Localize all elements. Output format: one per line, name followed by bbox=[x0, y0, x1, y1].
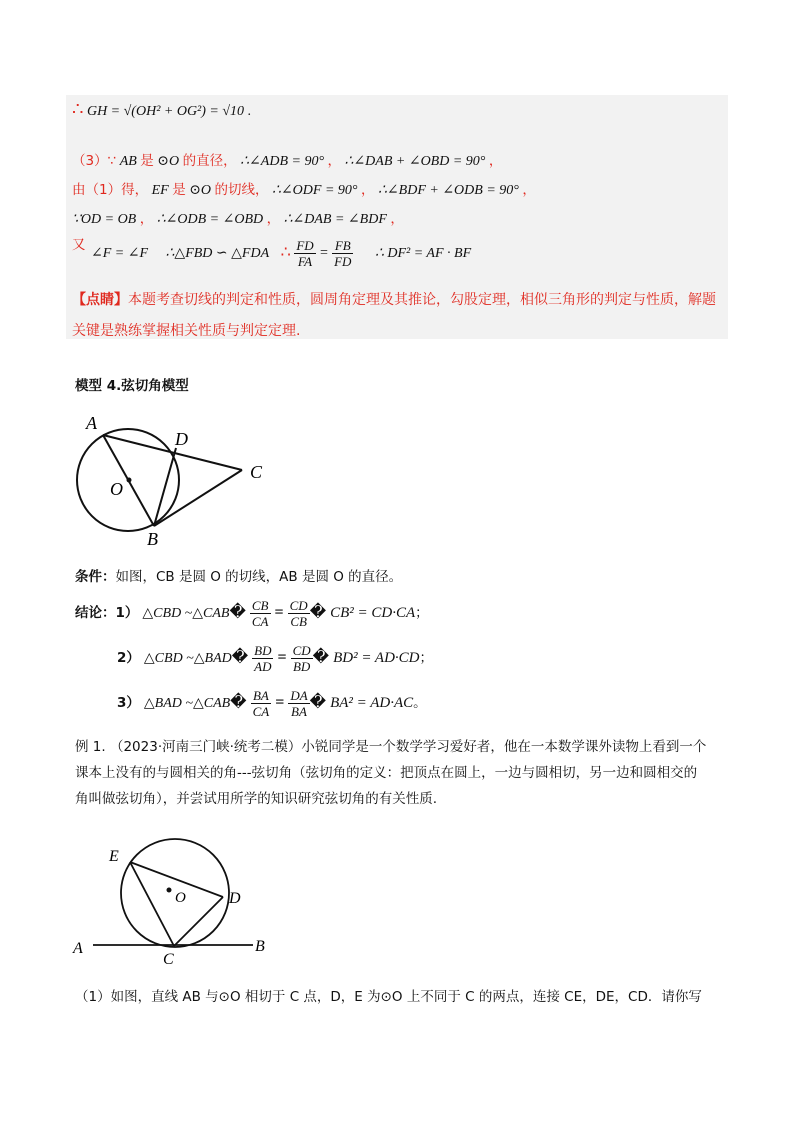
tangent-chord-figure bbox=[65, 835, 280, 970]
separator: ， bbox=[361, 182, 375, 198]
similarity: △BAD ~△CAB bbox=[143, 696, 231, 712]
example-line-2: 课本上没有的与圆相关的角---弦切角（弦切角的定义：把顶点在圆上，一边与圆相切，另一边和圆相交的 bbox=[75, 765, 698, 781]
separator-glyph: � bbox=[312, 649, 330, 667]
condition-label: 条件： bbox=[75, 569, 116, 585]
center-dot bbox=[127, 478, 132, 483]
label-a: A bbox=[73, 940, 83, 957]
example-paragraph bbox=[75, 734, 735, 812]
numerator: CB bbox=[251, 598, 269, 613]
example-line-1: 例 1. （2023·河南三门峡·统考二模）小锐同学是一个数学学习爱好者，他在一本数学课外读物上看到一个 bbox=[75, 739, 707, 755]
text-tangent: 的切线， bbox=[214, 182, 269, 198]
denominator: CA bbox=[252, 704, 270, 719]
conclusion-1: 结论：1） △CBD ~△CAB� $\frac{CB}{CA}$ = $\frac{CD}{CB}$ � CB² = CD·CA； bbox=[75, 598, 429, 629]
denominator: BD bbox=[292, 659, 311, 674]
denominator: CB bbox=[290, 614, 307, 629]
end-punct: ； bbox=[419, 650, 434, 667]
label-b: B bbox=[147, 529, 158, 549]
text-shi: 是 bbox=[172, 182, 186, 198]
denominator: CA bbox=[251, 614, 269, 629]
label-o: O bbox=[110, 479, 123, 499]
chord-tangent-figure bbox=[70, 405, 290, 550]
comment-label: 【点睛】 bbox=[72, 292, 128, 308]
similarity: △CBD ~△CAB bbox=[142, 606, 230, 622]
product: CB² = CD·CA bbox=[330, 605, 416, 622]
separator: ， bbox=[522, 182, 536, 198]
label-a: A bbox=[86, 413, 97, 433]
end-punct: 。 bbox=[413, 695, 427, 712]
comment-line1 bbox=[72, 289, 716, 309]
text-shi: 是 bbox=[140, 153, 154, 169]
center-dot bbox=[167, 888, 172, 893]
numerator: BD bbox=[254, 643, 272, 658]
separator-glyph: � bbox=[230, 694, 247, 712]
comment-text2: 关键是熟练掌握相关性质与判定定理. bbox=[72, 323, 301, 339]
separator: ， bbox=[139, 211, 154, 227]
separator: ， bbox=[488, 153, 503, 169]
line2 bbox=[72, 178, 536, 199]
condition-line bbox=[75, 565, 402, 585]
gh-line bbox=[72, 99, 251, 120]
therefore-symbol: ∴ bbox=[72, 99, 84, 119]
eq-odb-obd: ∴∠ODB = ∠OBD bbox=[156, 212, 264, 227]
text-you: 又 bbox=[72, 236, 86, 253]
eq-odf: ∴∠ODF = 90° bbox=[272, 183, 358, 198]
chord-ce bbox=[130, 862, 174, 946]
separator-glyph: � bbox=[309, 604, 327, 622]
line-ac bbox=[103, 435, 242, 470]
separator: ， bbox=[266, 211, 281, 227]
separator: ， bbox=[327, 153, 342, 169]
question-1: （1）如图，直线 AB 与⊙O 相切于 C 点，D，E 为⊙O 上不同于 C 的两点，连接 CE，DE，CD．请你写 bbox=[75, 989, 702, 1005]
numerator: FD bbox=[296, 238, 314, 253]
therefore-symbol: ∴ bbox=[280, 243, 291, 261]
fraction bbox=[252, 643, 273, 674]
part3-line bbox=[72, 149, 502, 170]
comment-text: 本题考查切线的判定和性质，圆周角定理及其推论，勾股定理，相似三角形的判定与性质，解题 bbox=[128, 292, 716, 308]
separator: ， bbox=[390, 211, 404, 227]
eq-dab-obd: ∴∠DAB + ∠OBD = 90° bbox=[344, 154, 486, 169]
product: BD² = AD·CD bbox=[333, 650, 420, 667]
ef-segment: EF bbox=[151, 183, 169, 198]
fraction bbox=[288, 688, 309, 719]
fraction-fb-fd bbox=[332, 238, 353, 269]
fraction bbox=[288, 598, 310, 629]
product: BA² = AD·AC bbox=[330, 695, 414, 712]
eq-adb: ∴∠ADB = 90° bbox=[240, 154, 325, 169]
eq-similar: ∴△FBD ∽ △FDA bbox=[165, 245, 270, 261]
numerator: CD bbox=[289, 598, 308, 613]
from-part1: 由（1）得， bbox=[72, 182, 149, 198]
gh-expression: GH = √(OH² + OG²) = √10 bbox=[86, 104, 245, 119]
eq-dab-bdf: ∴∠DAB = ∠BDF bbox=[283, 212, 387, 227]
fraction bbox=[250, 598, 271, 629]
circle-o: ⊙O bbox=[157, 154, 180, 169]
example-line-3: 角叫做弦切角），并尝试用所学的知识研究弦切角的有关性质. bbox=[75, 791, 438, 807]
label-d: D bbox=[175, 429, 188, 449]
label-o: O bbox=[175, 890, 186, 906]
label-d: D bbox=[229, 890, 241, 907]
comment-line2 bbox=[72, 320, 300, 340]
numerator: FB bbox=[332, 238, 353, 254]
conclusion-3: 3） △BAD ~△CAB� $\frac{BA}{CA}$ = $\frac{DA}{BA}$ � BA² = AD·AC。 bbox=[117, 688, 427, 719]
line4: 又 ∠F = ∠F ∴△FBD ∽ △FDA ∴ $\frac{FD}{FA}$ = $\frac{FB}{FD}$ ∴ DF² = AF · BF bbox=[72, 236, 472, 269]
separator-glyph: � bbox=[309, 694, 327, 712]
line3 bbox=[72, 207, 404, 228]
conclusion-label: 结论： bbox=[75, 605, 116, 622]
end-punct: ； bbox=[415, 605, 429, 622]
numerator: DA bbox=[290, 688, 308, 703]
eq-f-f: ∠F = ∠F bbox=[91, 245, 149, 261]
item-number: 1） bbox=[115, 605, 139, 622]
separator-glyph: � bbox=[231, 649, 249, 667]
eq-df-squared: ∴ DF² = AF · BF bbox=[374, 245, 472, 261]
numerator: BA bbox=[251, 688, 272, 704]
similarity: △CBD ~△BAD bbox=[143, 651, 232, 667]
item-number: 3） bbox=[117, 695, 140, 712]
label-e: E bbox=[109, 848, 119, 865]
separator-glyph: � bbox=[229, 604, 246, 622]
model-heading: 模型 4.弦切角模型 bbox=[75, 378, 189, 394]
label-c: C bbox=[250, 462, 263, 482]
condition-text: 如图，CB 是圆 O 的切线，AB 是圆 O 的直径。 bbox=[115, 569, 403, 585]
text-diameter: 的直径， bbox=[182, 153, 237, 169]
circle-o: ⊙O bbox=[189, 183, 212, 198]
denominator: FA bbox=[297, 254, 313, 269]
denominator: FD bbox=[334, 254, 352, 269]
eq-bdf-odb: ∴∠BDF + ∠ODB = 90° bbox=[378, 183, 519, 198]
denominator: AD bbox=[254, 659, 272, 674]
fraction bbox=[291, 643, 313, 674]
part3-label: （3）∵ bbox=[72, 153, 117, 169]
period: . bbox=[247, 104, 252, 119]
fraction-fd-fa bbox=[294, 238, 315, 269]
denominator: BA bbox=[291, 704, 307, 719]
numerator: CD bbox=[292, 643, 311, 658]
ab-segment: AB bbox=[119, 154, 137, 169]
conclusion-2: 2） △CBD ~△BAD� $\frac{BD}{AD}$ = $\frac{CD}{BD}$ � BD² = AD·CD； bbox=[117, 643, 434, 674]
item-number: 2） bbox=[117, 650, 140, 667]
label-b: B bbox=[255, 938, 265, 955]
fraction bbox=[251, 688, 272, 719]
label-c: C bbox=[163, 951, 174, 968]
eq-od-ob: ∵OD = OB bbox=[72, 212, 137, 227]
